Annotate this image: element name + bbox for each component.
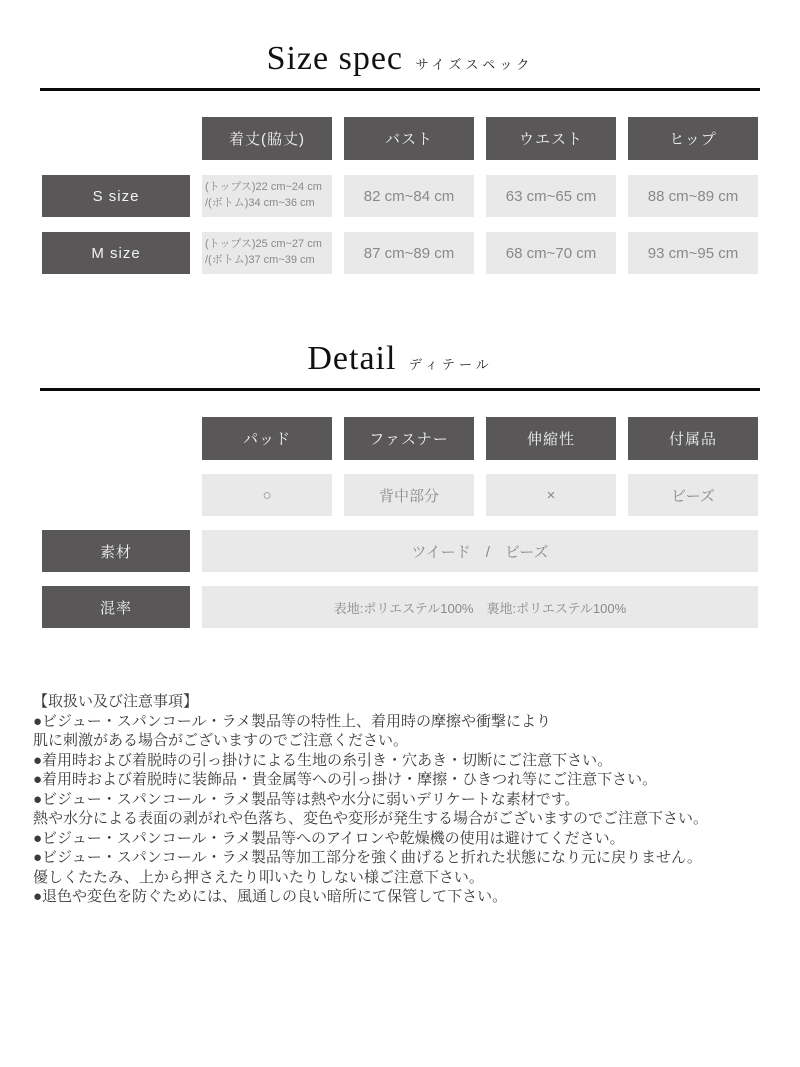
size-row-m-bust: 87 cm~89 cm [344, 232, 474, 274]
size-row-m-waist: 68 cm~70 cm [486, 232, 616, 274]
size-row-s-waist: 63 cm~65 cm [486, 175, 616, 217]
detail-table [42, 417, 800, 628]
size-row-m-length-tops: (トップス)25 cm~27 cm [205, 238, 322, 251]
material-label: 素材 [42, 530, 190, 572]
care-note-line: ●ビジュー・スパンコール・ラメ製品等は熱や水分に弱いデリケートな素材です。 [33, 790, 580, 808]
care-note-line: ●着用時および着脱時の引っ掛けによる生地の糸引き・穴あき・切断にご注意下さい。 [33, 751, 613, 769]
detail-value-fastener: 背中部分 [344, 474, 474, 516]
care-note-line: ●退色や変色を防ぐためには、風通しの良い暗所にて保管して下さい。 [33, 888, 508, 905]
size-row-s-hip: 88 cm~89 cm [628, 175, 758, 217]
mixture-label: 混率 [42, 586, 190, 628]
detail-header-spacer [42, 417, 190, 460]
size-spec-title-ja: サイズスペック [415, 57, 534, 72]
detail-value-pad: ○ [202, 474, 332, 516]
size-spec-header-spacer [42, 117, 190, 160]
size-row-s-bust: 82 cm~84 cm [344, 175, 474, 217]
detail-header-fastener: ファスナー [344, 417, 474, 460]
detail-value-stretch: × [486, 474, 616, 516]
care-note-line: ●ビジュー・スパンコール・ラメ製品等加工部分を強く曲げると折れた状態になり元に戻りません。 [33, 849, 702, 866]
detail-header-pad: パッド [202, 417, 332, 460]
size-spec-title [0, 0, 800, 78]
detail-value-spacer [42, 474, 190, 516]
care-notes [33, 692, 770, 907]
detail-divider [40, 388, 760, 391]
detail-header-stretch: 伸縮性 [486, 417, 616, 460]
size-row-m-length-bottom: /(ボトム)37 cm~39 cm [205, 254, 315, 266]
size-row-s-label: S size [42, 175, 190, 217]
detail-value-accessory: ビーズ [628, 474, 758, 516]
size-spec-header-waist: ウエスト [486, 117, 616, 160]
size-spec-table [42, 117, 800, 274]
size-row-s-length [202, 175, 332, 217]
size-spec-divider [40, 88, 760, 91]
size-row-m-hip: 93 cm~95 cm [628, 232, 758, 274]
care-note-line: 熱や水分による表面の剥がれや色落ち、変色や変形が発生する場合がございますのでご注意下さい。 [33, 810, 709, 827]
size-spec-header-bust: バスト [344, 117, 474, 160]
detail-title-en: Detail [307, 340, 397, 377]
detail-title [0, 274, 800, 378]
size-row-s-length-bottom: /(ボトム)34 cm~36 cm [205, 197, 315, 209]
size-row-s-length-tops: (トップス)22 cm~24 cm [205, 181, 322, 194]
size-row-m-length [202, 232, 332, 274]
size-spec-header-length: 着丈(脇丈) [202, 117, 332, 160]
care-note-line: 優しくたたみ、上から押さえたり叩いたりしない様ご注意下さい。 [33, 868, 484, 886]
mixture-value: 表地:ポリエステル100% 裏地:ポリエステル100% [202, 586, 758, 628]
size-spec-header-hip: ヒップ [628, 117, 758, 160]
detail-header-accessory: 付属品 [628, 417, 758, 460]
care-note-line: ●着用時および着脱時に装飾品・貴金属等への引っ掛け・摩擦・ひきつれ等にご注意下さい。 [33, 771, 658, 788]
detail-title-ja: ディテール [408, 357, 493, 372]
care-note-line: ●ビジュー・スパンコール・ラメ製品等の特性上、着用時の摩擦や衝撃により [33, 712, 552, 730]
size-row-m-label: M size [42, 232, 190, 274]
care-note-line: ●ビジュー・スパンコール・ラメ製品等へのアイロンや乾燥機の使用は避けてください。 [33, 829, 625, 847]
material-value: ツイード / ビーズ [202, 530, 758, 572]
care-note-line: 肌に刺激がある場合がございますのでご注意ください。 [33, 732, 409, 749]
size-spec-title-en: Size spec [266, 40, 404, 77]
care-notes-heading: 【取扱い及び注意事項】 [33, 693, 199, 710]
